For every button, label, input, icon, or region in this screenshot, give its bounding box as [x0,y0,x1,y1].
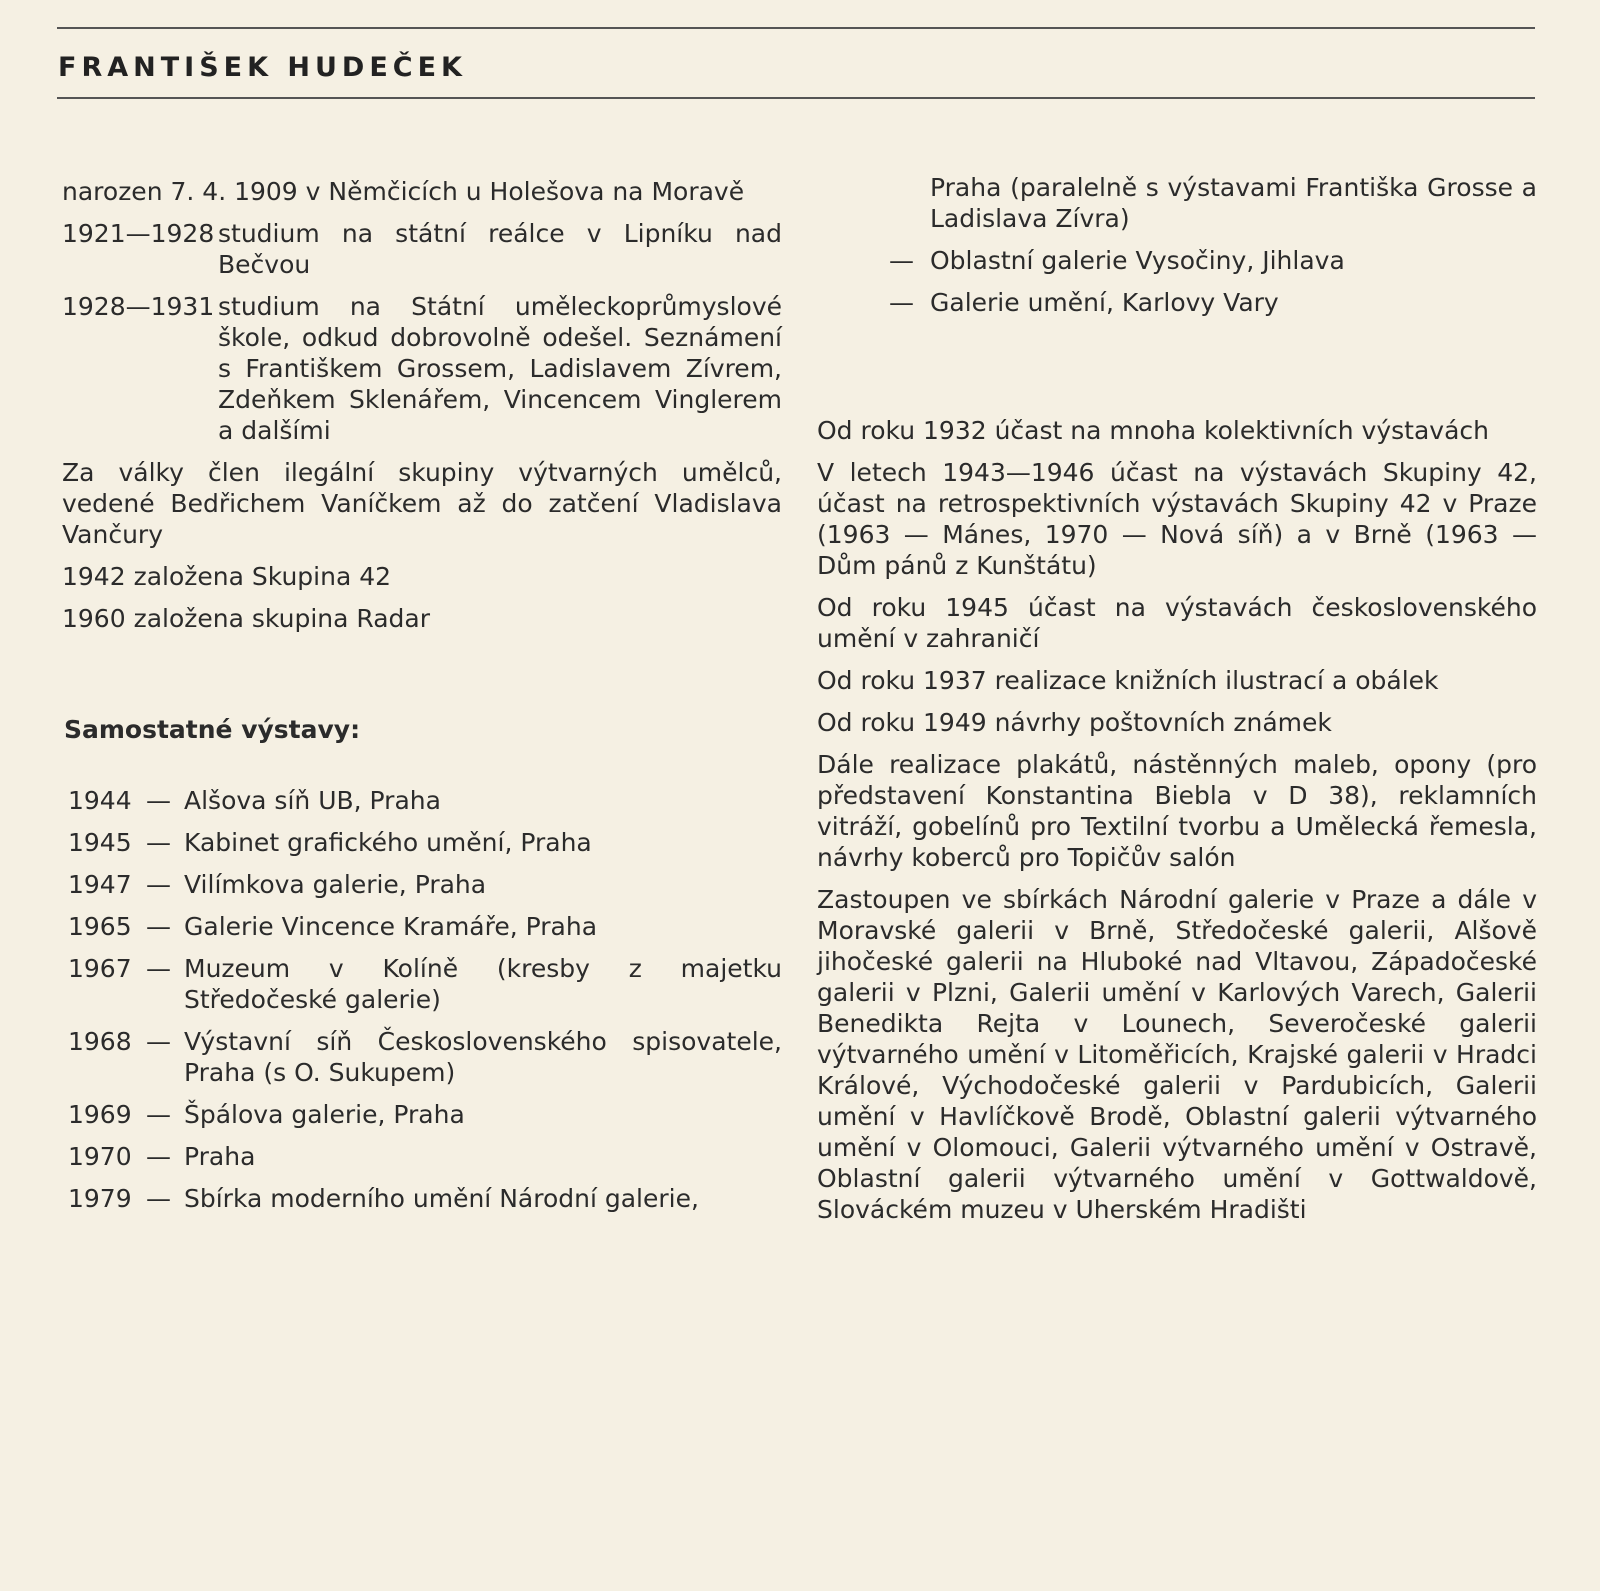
exhibition-text: Výstavní síň Československého spisovatele, Praha (s O. Sukupem) [184,1027,782,1087]
dash: — [146,870,171,899]
left-column [62,176,782,1225]
exhibition-text: Špálova galerie, Praha [184,1100,465,1129]
exhibition-item [62,1026,782,1088]
exhibition-text: Galerie umění, Karlovy Vary [930,288,1279,317]
activity-paragraph: Od roku 1945 účast na výstavách československého umění v zahraničí [817,593,1537,653]
dash: — [146,954,171,983]
top-rule [57,27,1535,29]
exhibition-text: Muzeum v Kolíně (kresby z majetku Středočeské galerie) [184,954,782,1014]
exhibition-item [62,1183,782,1214]
bio-entry [62,218,782,280]
exhibition-text: Oblastní galerie Vysočiny, Jihlava [930,246,1345,275]
exhibition-text: Galerie Vincence Kramáře, Praha [184,912,598,941]
exhibition-extra [817,245,1537,276]
bio-years: 1921—1928 [62,219,215,248]
bio-text: studium na státní reálce v Lipníku nad Bečvou [218,219,782,279]
dash: — [146,786,171,815]
exhibition-item [62,1141,782,1172]
exhibition-continuation: Praha (paralelně s výstavami Františka Grosse a Ladislava Zívra) [930,173,1537,233]
dash: — [146,1100,171,1129]
exhibition-year: 1967 [68,954,132,983]
dash: — [146,828,171,857]
activity-paragraph: Od roku 1949 návrhy poštovních známek [817,708,1332,737]
bio-text: studium na Státní uměleckoprůmyslové škole, odkud dobrovolně odešel. Seznámení s Františkem Grossem, Ladislavem Zívrem, Zdeňkem Sklenářem, Vincencem Vinglerem a dalšími [218,292,782,445]
exhibition-text: Sbírka moderního umění Národní galerie, [184,1184,699,1213]
exhibition-text: Praha [184,1142,256,1171]
exhibitions-heading: Samostatné výstavy: [64,715,361,744]
exhibition-item [62,953,782,1015]
exhibition-year: 1947 [68,870,132,899]
activity-paragraph: Dále realizace plakátů, nástěnných maleb, opony (pro představení Konstantina Biebla v D 38), reklamních vitráží, gobelínů pro Textilní tvorbu a Umělecká řemesla, návrhy koberců pro Topičův salón [817,750,1537,872]
exhibition-year: 1965 [68,912,132,941]
exhibition-year: 1944 [68,786,132,815]
exhibition-item [62,911,782,942]
dash: — [889,246,914,275]
bio-entry [62,291,782,446]
activity-paragraph: Zastoupen ve sbírkách Národní galerie v Praze a dále v Moravské galerii v Brně, Středočeské galerii, Alšově jihočeské galerii na Hluboké nad Vltavou, Západočeské galerii v Plzni, Galerii umění v Karlových Varech, Galerii Benedikta Rejta v Lounech, Severočeské galerii výtvarného umění v Litoměřicích, Krajské galerii v Hradci Králové, Východočeské galerii v Pardubicích, Galerii umění v Havlíčkově Brodě, Oblastní galerii výtvarného umění v Olomouci, Galerii výtvarného umění v Ostravě, Oblastní galerii výtvarného umění v Gottwaldově, Slováckém muzeu v Uherském Hradišti [817,885,1537,1224]
bio-years: 1928—1931 [62,292,215,321]
exhibition-year: 1979 [68,1184,132,1213]
bio-1960: 1960 založena skupina Radar [62,604,430,633]
exhibition-year: 1970 [68,1142,132,1171]
bio-1942: 1942 založena Skupina 42 [62,562,392,591]
dash: — [146,1142,171,1171]
page-title: FRANTIŠEK HUDEČEK [58,52,467,83]
exhibition-text: Vilímkova galerie, Praha [184,870,487,899]
exhibition-item [62,869,782,900]
exhibition-item [62,827,782,858]
exhibition-text: Kabinet grafického umění, Praha [184,828,592,857]
activity-paragraph: Od roku 1932 účast na mnoha kolektivních výstavách [817,416,1489,445]
exhibition-year: 1968 [68,1027,132,1056]
exhibition-extra [817,287,1537,318]
activities-list [817,415,1537,1225]
activity-paragraph: Od roku 1937 realizace knižních ilustrací a obálek [817,666,1439,695]
exhibition-year: 1945 [68,828,132,857]
birth-info: narozen 7. 4. 1909 v Němčicích u Holešova na Moravě [62,177,745,206]
exhibition-text: Alšova síň UB, Praha [184,786,441,815]
exhibition-year: 1969 [68,1100,132,1129]
right-column [817,172,1537,1236]
dash: — [146,912,171,941]
exhibition-item [62,785,782,816]
activity-paragraph: V letech 1943—1946 účast na výstavách Skupiny 42, účast na retrospektivních výstavách Skupiny 42 v Praze (1963 — Mánes, 1970 — Nová síň) a v Brně (1963 — Dům pánů z Kunštátu) [817,458,1537,580]
exhibition-item [62,1099,782,1130]
exhibitions-list [62,785,782,1214]
dash: — [146,1027,171,1056]
war-info: Za války člen ilegální skupiny výtvarných umělců, vedené Bedřichem Vaníčkem až do zatčení Vladislava Vančury [62,458,782,549]
dash: — [889,288,914,317]
title-rule [57,97,1535,99]
dash: — [146,1184,171,1213]
